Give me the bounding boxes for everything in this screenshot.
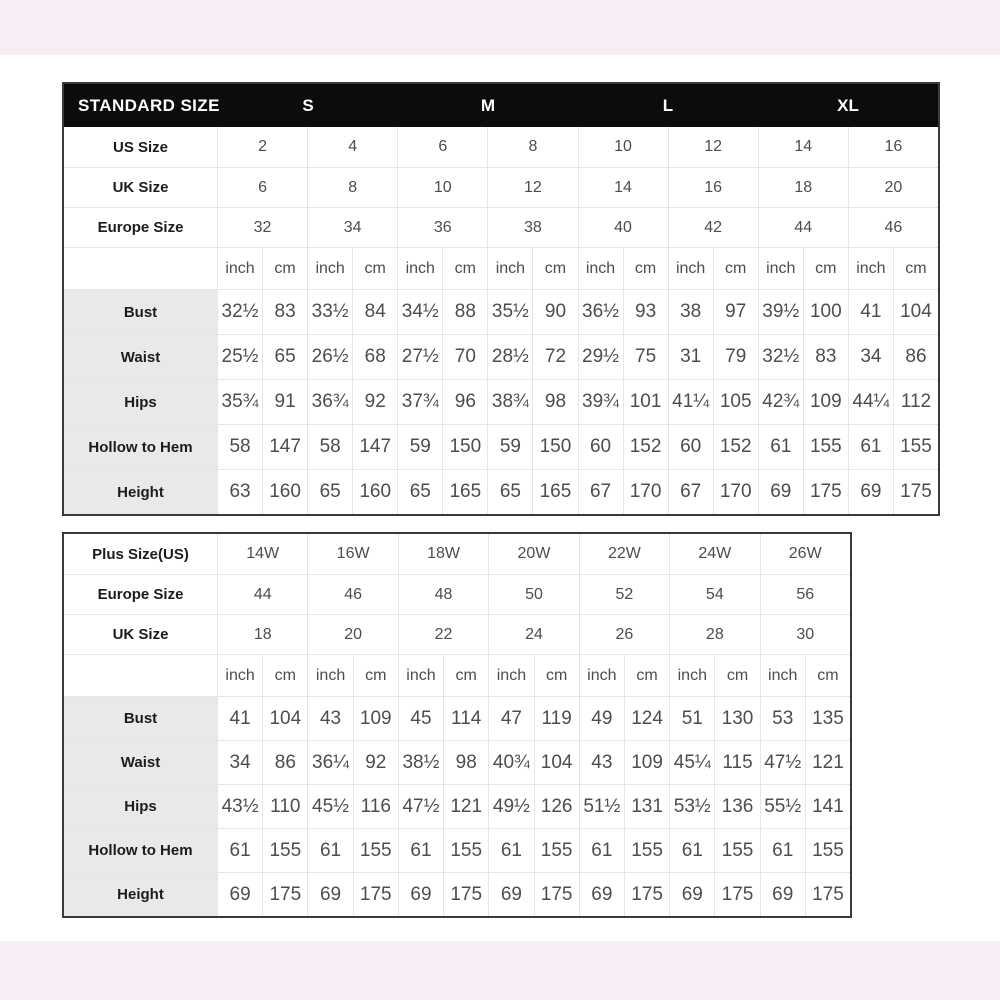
measure-value-cell: 61 bbox=[399, 829, 444, 872]
measure-value-cell: 98 bbox=[444, 741, 489, 784]
size-value-cell: 44 bbox=[759, 208, 849, 247]
measure-value-cell: 41 bbox=[849, 290, 894, 334]
size-value-cell: 52 bbox=[580, 575, 670, 614]
measure-value-cell: 160 bbox=[263, 470, 308, 514]
measure-value-cell: 61 bbox=[761, 829, 806, 872]
unit-cell-cm: cm bbox=[905, 259, 927, 277]
measure-value-cell: 47½ bbox=[399, 785, 444, 828]
measure-value-cell: 63 bbox=[218, 470, 263, 514]
size-row bbox=[64, 207, 938, 247]
measure-value-cell: 43 bbox=[580, 741, 625, 784]
unit-cell-cm: cm bbox=[444, 655, 489, 696]
measure-value-cell: 43½ bbox=[218, 785, 263, 828]
size-group-label: XL bbox=[837, 95, 859, 115]
measure-value-cell: 55½ bbox=[761, 785, 806, 828]
size-value-cell: 18 bbox=[759, 168, 849, 207]
size-value-cell: 10 bbox=[579, 127, 669, 167]
measure-value-cell: 141 bbox=[812, 795, 844, 817]
measure-value-cell: 175 bbox=[812, 883, 844, 905]
measure-row bbox=[64, 424, 938, 469]
standard-size-table bbox=[62, 82, 940, 516]
size-value-cell: 44 bbox=[218, 575, 308, 614]
measure-value-cell: 47 bbox=[489, 697, 534, 740]
size-row-cells bbox=[218, 168, 938, 207]
size-value-cell: 36 bbox=[398, 208, 488, 247]
measure-value-cell: 26½ bbox=[308, 335, 353, 379]
size-value-cell: 16 bbox=[884, 138, 903, 155]
measure-value-cell: 65 bbox=[308, 470, 353, 514]
measure-value-cell: 34 bbox=[218, 741, 263, 784]
row-label: UK Size bbox=[64, 168, 218, 207]
row-label: Hollow to Hem bbox=[64, 425, 218, 469]
measure-value-cell: 29½ bbox=[579, 335, 624, 379]
size-value-cell: 24 bbox=[489, 615, 579, 654]
row-label: UK Size bbox=[64, 615, 218, 654]
size-row-cells bbox=[218, 208, 938, 247]
size-value-cell: 46 bbox=[884, 218, 903, 236]
measure-value-cell: 61 bbox=[218, 829, 263, 872]
unit-cell-inch: inch bbox=[670, 655, 715, 696]
measure-value-cell: 109 bbox=[625, 741, 670, 784]
measure-value-cell: 155 bbox=[354, 829, 399, 872]
measure-value-cell: 165 bbox=[443, 470, 488, 514]
unit-row bbox=[64, 247, 938, 289]
size-value-cell: 14 bbox=[579, 168, 669, 207]
size-value-cell: 54 bbox=[670, 575, 760, 614]
size-value-cell: 6 bbox=[398, 127, 488, 167]
measure-value-cell: 61 bbox=[670, 829, 715, 872]
measure-value-cell: 114 bbox=[444, 697, 489, 740]
measure-row-cells bbox=[218, 290, 938, 334]
measure-value-cell: 131 bbox=[625, 785, 670, 828]
unit-cell-cm: cm bbox=[715, 655, 760, 696]
measure-value-cell: 49½ bbox=[489, 785, 534, 828]
measure-value-cell: 69 bbox=[759, 470, 804, 514]
size-row-cells bbox=[218, 127, 938, 167]
unit-cell-cm: cm bbox=[624, 248, 669, 289]
measure-value-cell: 65 bbox=[263, 335, 308, 379]
measure-value-cell: 152 bbox=[624, 425, 669, 469]
measure-value-cell: 49 bbox=[580, 697, 625, 740]
measure-value-cell: 92 bbox=[353, 380, 398, 424]
measure-value-cell: 32½ bbox=[218, 290, 263, 334]
unit-row-label bbox=[64, 248, 218, 289]
measure-value-cell: 93 bbox=[624, 290, 669, 334]
unit-cell-inch: inch bbox=[308, 655, 353, 696]
measure-value-cell: 147 bbox=[353, 425, 398, 469]
measure-row bbox=[64, 469, 938, 514]
size-group-label: S bbox=[302, 95, 314, 115]
size-value-cell: 8 bbox=[308, 168, 398, 207]
unit-cell-inch: inch bbox=[488, 248, 533, 289]
measure-value-cell: 60 bbox=[669, 425, 714, 469]
size-value-cell: 42 bbox=[669, 208, 759, 247]
measure-row-cells bbox=[218, 785, 850, 828]
measure-value-cell: 39¾ bbox=[579, 380, 624, 424]
measure-row bbox=[64, 379, 938, 424]
unit-row-cells bbox=[218, 248, 938, 289]
unit-row-cells bbox=[218, 655, 850, 696]
measure-value-cell: 155 bbox=[900, 436, 932, 457]
measure-value-cell: 155 bbox=[812, 839, 844, 861]
measure-value-cell: 41 bbox=[218, 697, 263, 740]
measure-value-cell: 175 bbox=[715, 873, 760, 916]
measure-value-cell: 96 bbox=[443, 380, 488, 424]
size-value-cell: 20W bbox=[489, 534, 579, 574]
row-label: Hollow to Hem bbox=[64, 829, 218, 872]
row-label: Europe Size bbox=[64, 575, 218, 614]
measure-value-cell: 92 bbox=[354, 741, 399, 784]
measure-value-cell: 152 bbox=[714, 425, 759, 469]
measure-value-cell: 116 bbox=[354, 785, 399, 828]
size-value-cell: 26W bbox=[788, 545, 822, 562]
measure-value-cell: 69 bbox=[489, 873, 534, 916]
size-group-label: M bbox=[480, 95, 496, 115]
measure-value-cell: 155 bbox=[263, 829, 308, 872]
size-value-cell: 46 bbox=[308, 575, 398, 614]
measure-value-cell: 70 bbox=[443, 335, 488, 379]
measure-row-cells bbox=[218, 470, 938, 514]
size-value-cell: 16 bbox=[669, 168, 759, 207]
size-value-cell: 34 bbox=[308, 208, 398, 247]
bottom-pink-band bbox=[0, 941, 1000, 1000]
size-value-cell: 56 bbox=[796, 585, 815, 603]
measure-value-cell: 155 bbox=[804, 425, 849, 469]
measure-row-cells bbox=[218, 335, 938, 379]
measure-value-cell: 100 bbox=[804, 290, 849, 334]
plus-size-table bbox=[62, 532, 852, 918]
measure-value-cell: 147 bbox=[263, 425, 308, 469]
measure-value-cell: 41¼ bbox=[669, 380, 714, 424]
measure-row-cells bbox=[218, 697, 850, 740]
row-label: Bust bbox=[64, 697, 218, 740]
size-value-cell: 22W bbox=[580, 534, 670, 574]
unit-cell-cm: cm bbox=[817, 666, 839, 684]
measure-value-cell: 69 bbox=[761, 873, 806, 916]
size-value-cell: 20 bbox=[308, 615, 398, 654]
measure-value-cell: 68 bbox=[353, 335, 398, 379]
size-value-cell: 26 bbox=[580, 615, 670, 654]
measure-value-cell: 51 bbox=[670, 697, 715, 740]
measure-value-cell: 32½ bbox=[759, 335, 804, 379]
unit-cell-cm: cm bbox=[353, 248, 398, 289]
measure-value-cell: 135 bbox=[812, 707, 844, 729]
measure-value-cell: 38¾ bbox=[488, 380, 533, 424]
measure-value-cell: 45½ bbox=[308, 785, 353, 828]
size-value-cell: 16W bbox=[308, 534, 398, 574]
measure-value-cell: 69 bbox=[399, 873, 444, 916]
measure-value-cell: 83 bbox=[804, 335, 849, 379]
measure-value-cell: 34 bbox=[849, 335, 894, 379]
measure-value-cell: 61 bbox=[489, 829, 534, 872]
measure-value-cell: 175 bbox=[900, 481, 932, 502]
unit-cell-inch: inch bbox=[759, 248, 804, 289]
measure-row bbox=[64, 740, 850, 784]
unit-cell-cm: cm bbox=[535, 655, 580, 696]
measure-value-cell: 67 bbox=[579, 470, 624, 514]
unit-cell-cm: cm bbox=[625, 655, 670, 696]
measure-value-cell: 110 bbox=[263, 785, 308, 828]
unit-cell-inch: inch bbox=[399, 655, 444, 696]
measure-value-cell: 155 bbox=[625, 829, 670, 872]
unit-cell-cm: cm bbox=[714, 248, 759, 289]
measure-row-cells bbox=[218, 829, 850, 872]
measure-value-cell: 28½ bbox=[488, 335, 533, 379]
measure-value-cell: 58 bbox=[218, 425, 263, 469]
measure-value-cell: 155 bbox=[715, 829, 760, 872]
measure-value-cell: 86 bbox=[263, 741, 308, 784]
row-label: Plus Size(US) bbox=[64, 534, 218, 574]
row-label: Europe Size bbox=[64, 208, 218, 247]
size-value-cell: 50 bbox=[489, 575, 579, 614]
measure-value-cell: 31 bbox=[669, 335, 714, 379]
measure-value-cell: 170 bbox=[714, 470, 759, 514]
measure-value-cell: 59 bbox=[488, 425, 533, 469]
measure-value-cell: 90 bbox=[533, 290, 578, 334]
measure-value-cell: 104 bbox=[263, 697, 308, 740]
measure-value-cell: 36½ bbox=[579, 290, 624, 334]
measure-value-cell: 86 bbox=[905, 346, 927, 367]
measure-row-cells bbox=[218, 425, 938, 469]
measure-value-cell: 43 bbox=[308, 697, 353, 740]
measure-value-cell: 59 bbox=[398, 425, 443, 469]
table-header bbox=[64, 84, 938, 127]
measure-row-cells bbox=[218, 873, 850, 916]
row-label: Bust bbox=[64, 290, 218, 334]
size-group-label: L bbox=[662, 95, 674, 115]
measure-value-cell: 175 bbox=[263, 873, 308, 916]
measure-row bbox=[64, 784, 850, 828]
measure-value-cell: 83 bbox=[263, 290, 308, 334]
measure-value-cell: 109 bbox=[354, 697, 399, 740]
top-pink-band bbox=[0, 0, 1000, 55]
size-value-cell: 6 bbox=[218, 168, 308, 207]
size-row-cells bbox=[218, 534, 850, 574]
measure-row bbox=[64, 696, 850, 740]
measure-value-cell: 45 bbox=[399, 697, 444, 740]
measure-value-cell: 61 bbox=[849, 425, 894, 469]
measure-value-cell: 69 bbox=[308, 873, 353, 916]
measure-value-cell: 61 bbox=[759, 425, 804, 469]
size-value-cell: 40 bbox=[579, 208, 669, 247]
measure-value-cell: 35½ bbox=[488, 290, 533, 334]
measure-value-cell: 38½ bbox=[399, 741, 444, 784]
row-label: Height bbox=[64, 873, 218, 916]
size-value-cell: 12 bbox=[488, 168, 578, 207]
size-value-cell: 24W bbox=[670, 534, 760, 574]
measure-value-cell: 69 bbox=[218, 873, 263, 916]
unit-cell-inch: inch bbox=[218, 248, 263, 289]
size-value-cell: 48 bbox=[399, 575, 489, 614]
measure-value-cell: 84 bbox=[353, 290, 398, 334]
size-row bbox=[64, 167, 938, 207]
unit-cell-inch: inch bbox=[308, 248, 353, 289]
size-value-cell: 14 bbox=[759, 127, 849, 167]
size-value-cell: 10 bbox=[398, 168, 488, 207]
size-row-cells bbox=[218, 615, 850, 654]
measure-value-cell: 47½ bbox=[761, 741, 806, 784]
measure-value-cell: 39½ bbox=[759, 290, 804, 334]
row-label: Waist bbox=[64, 335, 218, 379]
measure-value-cell: 155 bbox=[444, 829, 489, 872]
measure-value-cell: 175 bbox=[625, 873, 670, 916]
measure-value-cell: 175 bbox=[535, 873, 580, 916]
measure-value-cell: 88 bbox=[443, 290, 488, 334]
measure-value-cell: 35¾ bbox=[218, 380, 263, 424]
measure-value-cell: 58 bbox=[308, 425, 353, 469]
measure-value-cell: 72 bbox=[533, 335, 578, 379]
measure-value-cell: 25½ bbox=[218, 335, 263, 379]
row-label: US Size bbox=[64, 127, 218, 167]
size-value-cell: 30 bbox=[796, 625, 815, 643]
measure-value-cell: 175 bbox=[444, 873, 489, 916]
measure-value-cell: 124 bbox=[625, 697, 670, 740]
measure-value-cell: 170 bbox=[624, 470, 669, 514]
measure-value-cell: 91 bbox=[263, 380, 308, 424]
size-row bbox=[64, 574, 850, 614]
measure-value-cell: 38 bbox=[669, 290, 714, 334]
measure-value-cell: 109 bbox=[804, 380, 849, 424]
unit-cell-inch: inch bbox=[580, 655, 625, 696]
measure-value-cell: 65 bbox=[488, 470, 533, 514]
size-value-cell: 12 bbox=[669, 127, 759, 167]
measure-value-cell: 36¾ bbox=[308, 380, 353, 424]
size-value-cell: 28 bbox=[670, 615, 760, 654]
unit-cell-cm: cm bbox=[443, 248, 488, 289]
measure-value-cell: 60 bbox=[579, 425, 624, 469]
measure-value-cell: 155 bbox=[535, 829, 580, 872]
measure-value-cell: 97 bbox=[714, 290, 759, 334]
measure-value-cell: 33½ bbox=[308, 290, 353, 334]
unit-cell-cm: cm bbox=[533, 248, 578, 289]
measure-value-cell: 126 bbox=[535, 785, 580, 828]
size-value-cell: 38 bbox=[488, 208, 578, 247]
measure-value-cell: 37¾ bbox=[398, 380, 443, 424]
measure-value-cell: 175 bbox=[354, 873, 399, 916]
unit-cell-inch: inch bbox=[579, 248, 624, 289]
unit-cell-cm: cm bbox=[804, 248, 849, 289]
row-label: Hips bbox=[64, 380, 218, 424]
measure-value-cell: 104 bbox=[535, 741, 580, 784]
measure-value-cell: 61 bbox=[580, 829, 625, 872]
unit-cell-cm: cm bbox=[263, 655, 308, 696]
unit-cell-inch: inch bbox=[218, 655, 263, 696]
measure-value-cell: 79 bbox=[714, 335, 759, 379]
unit-cell-cm: cm bbox=[263, 248, 308, 289]
measure-row-cells bbox=[218, 741, 850, 784]
measure-value-cell: 130 bbox=[715, 697, 760, 740]
measure-value-cell: 27½ bbox=[398, 335, 443, 379]
measure-value-cell: 44¼ bbox=[849, 380, 894, 424]
measure-value-cell: 36¼ bbox=[308, 741, 353, 784]
measure-value-cell: 67 bbox=[669, 470, 714, 514]
measure-value-cell: 69 bbox=[849, 470, 894, 514]
size-row bbox=[64, 534, 850, 574]
measure-value-cell: 150 bbox=[443, 425, 488, 469]
measure-value-cell: 112 bbox=[900, 391, 932, 412]
unit-cell-inch: inch bbox=[669, 248, 714, 289]
unit-cell-inch: inch bbox=[761, 655, 806, 696]
measure-value-cell: 65 bbox=[398, 470, 443, 514]
measure-value-cell: 136 bbox=[715, 785, 760, 828]
size-row-cells bbox=[218, 575, 850, 614]
measure-value-cell: 53 bbox=[761, 697, 806, 740]
measure-value-cell: 61 bbox=[308, 829, 353, 872]
measure-value-cell: 165 bbox=[533, 470, 578, 514]
measure-row bbox=[64, 289, 938, 334]
measure-value-cell: 150 bbox=[533, 425, 578, 469]
measure-value-cell: 75 bbox=[624, 335, 669, 379]
row-label: Height bbox=[64, 470, 218, 514]
measure-value-cell: 45¼ bbox=[670, 741, 715, 784]
measure-value-cell: 175 bbox=[804, 470, 849, 514]
measure-row bbox=[64, 872, 850, 916]
measure-value-cell: 53½ bbox=[670, 785, 715, 828]
size-value-cell: 18W bbox=[399, 534, 489, 574]
size-row bbox=[64, 614, 850, 654]
measure-row bbox=[64, 334, 938, 379]
measure-row-cells bbox=[218, 380, 938, 424]
size-row bbox=[64, 127, 938, 167]
size-value-cell: 14W bbox=[218, 534, 308, 574]
size-value-cell: 32 bbox=[218, 208, 308, 247]
unit-cell-inch: inch bbox=[849, 248, 894, 289]
row-label: Hips bbox=[64, 785, 218, 828]
unit-row-label bbox=[64, 655, 218, 696]
size-value-cell: 22 bbox=[399, 615, 489, 654]
measure-value-cell: 51½ bbox=[580, 785, 625, 828]
measure-value-cell: 101 bbox=[624, 380, 669, 424]
size-value-cell: 2 bbox=[218, 127, 308, 167]
measure-value-cell: 69 bbox=[670, 873, 715, 916]
measure-row bbox=[64, 828, 850, 872]
measure-value-cell: 98 bbox=[533, 380, 578, 424]
measure-value-cell: 121 bbox=[812, 751, 844, 773]
measure-value-cell: 160 bbox=[353, 470, 398, 514]
measure-value-cell: 40¾ bbox=[489, 741, 534, 784]
measure-value-cell: 105 bbox=[714, 380, 759, 424]
unit-cell-inch: inch bbox=[398, 248, 443, 289]
measure-value-cell: 121 bbox=[444, 785, 489, 828]
size-value-cell: 8 bbox=[488, 127, 578, 167]
size-value-cell: 20 bbox=[884, 178, 903, 196]
size-value-cell: 18 bbox=[218, 615, 308, 654]
measure-value-cell: 119 bbox=[535, 697, 580, 740]
measure-value-cell: 42¾ bbox=[759, 380, 804, 424]
unit-cell-inch: inch bbox=[489, 655, 534, 696]
size-value-cell: 4 bbox=[308, 127, 398, 167]
measure-value-cell: 69 bbox=[580, 873, 625, 916]
measure-value-cell: 34½ bbox=[398, 290, 443, 334]
table-title: STANDARD SIZE bbox=[78, 95, 220, 115]
unit-row bbox=[64, 654, 850, 696]
unit-cell-cm: cm bbox=[354, 655, 399, 696]
measure-value-cell: 115 bbox=[715, 741, 760, 784]
measure-value-cell: 104 bbox=[900, 301, 932, 322]
row-label: Waist bbox=[64, 741, 218, 784]
